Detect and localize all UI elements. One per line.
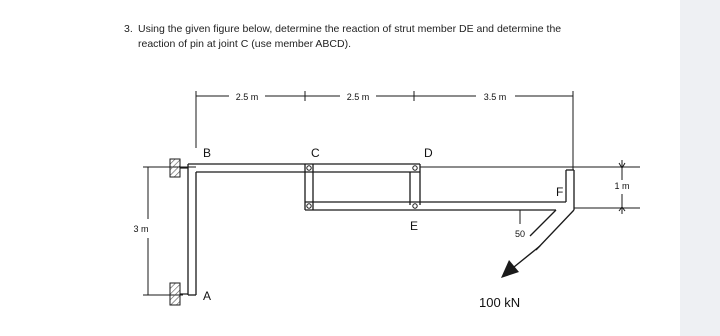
pin-c-bottom-icon <box>307 204 311 208</box>
pin-e-icon <box>413 204 417 208</box>
joint-b-label: B <box>203 146 212 160</box>
dim-height-label: 3 m <box>133 224 149 234</box>
right-dimension <box>420 160 640 214</box>
load-magnitude-label: 100 kN <box>479 295 521 310</box>
problem-text-line-1: Using the given figure below, determine the reaction of strut member DE and determine the <box>138 23 562 35</box>
strut-de <box>410 172 420 205</box>
problem-number: 3. <box>124 23 133 35</box>
load-slope-label: 50 <box>515 229 526 239</box>
dim-cd-label: 2.5 m <box>346 92 370 102</box>
joint-f-label: F <box>556 185 564 199</box>
pin-d-icon <box>413 166 417 170</box>
dim-ab-label: 2.5 m <box>235 92 259 102</box>
support-b-icon <box>170 159 188 177</box>
dim-drop-label: 1 m <box>614 181 630 191</box>
link-at-c <box>305 164 313 210</box>
top-dimension <box>196 91 573 170</box>
joint-e-label: E <box>410 219 419 233</box>
joint-d-label: D <box>424 146 433 160</box>
pin-c-top-icon <box>307 166 311 170</box>
load-arrow-icon <box>501 246 540 278</box>
joint-a-label: A <box>203 289 212 303</box>
joint-c-label: C <box>311 146 320 160</box>
member-abcd <box>188 164 420 295</box>
member-ef <box>305 170 574 250</box>
support-a-icon <box>170 283 188 305</box>
problem-text-line-2: reaction of pin at joint C (use member ABCD). <box>138 38 352 50</box>
dim-df-label: 3.5 m <box>483 92 507 102</box>
